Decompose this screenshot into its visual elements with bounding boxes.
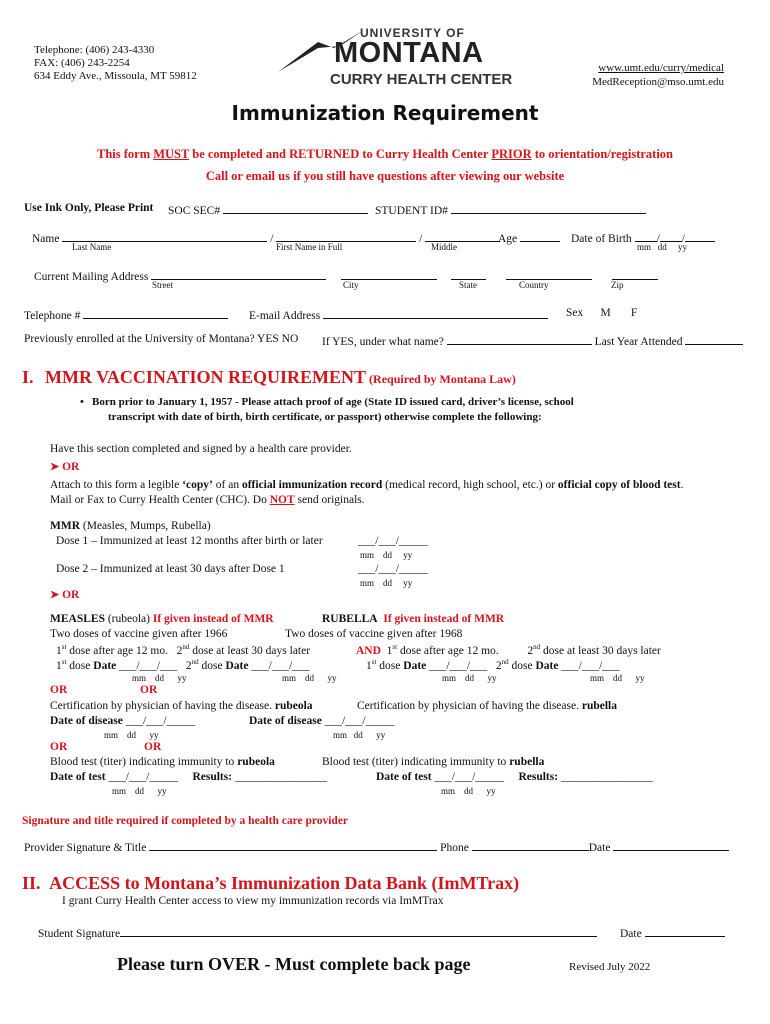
prior-text: PRIOR <box>491 147 532 161</box>
mmr-dose-2: Dose 2 – Immunized at least 30 days after Dose 1 <box>56 563 285 575</box>
city-label: City <box>343 280 359 290</box>
email-address-field[interactable]: E-mail Address <box>249 307 548 322</box>
student-id-field[interactable]: STUDENT ID# <box>375 202 646 217</box>
format-label: mm dd yy <box>132 673 187 683</box>
or-label: OR <box>144 741 162 753</box>
or-label: OR <box>50 741 68 753</box>
format-label: mm dd yy <box>104 730 159 740</box>
mmr-dose-1: Dose 1 – Immunized at least 12 months after birth or later <box>56 535 323 547</box>
rubella-two-doses: Two doses of vaccine given after 1968 <box>285 628 463 640</box>
previously-enrolled-question[interactable]: Previously enrolled at the University of Montana? YES NO <box>24 333 299 345</box>
logo-curry-health-center: CURRY HEALTH CENTER <box>330 71 513 88</box>
provider-signature-note: Signature and title required if completed by a health care provider <box>22 815 349 827</box>
telephone-field[interactable]: Telephone # <box>24 307 228 322</box>
turn-over-notice: Please turn OVER - Must complete back page <box>117 954 471 974</box>
logo-montana: MONTANA <box>334 37 484 69</box>
attach-record-text: Attach to this form a legible ‘copy’ of an official immunization record (medical record, high school, etc.) or official copy of blood test. Mail or Fax to Curry Health Center (CHC). Do NOT send originals. <box>50 479 684 506</box>
measles-dose-rules: 1st dose after age 12 mo. 2nd dose at least 30 days later <box>56 643 311 657</box>
middle-label: Middle <box>431 242 457 252</box>
mmr-dose-1-format: mm dd yy <box>360 550 413 560</box>
logo-university-of: UNIVERSITY OF <box>360 26 465 40</box>
format-label: mm dd yy <box>441 786 496 796</box>
rubeola-certification: Certification by physician of having the disease. rubeola <box>50 700 313 712</box>
mmr-dose-2-format: mm dd yy <box>360 578 413 588</box>
sex-field[interactable]: Sex M F <box>566 307 638 319</box>
rubella-titer: Blood test (titer) indicating immunity to rubella <box>322 756 545 768</box>
mmr-dose-2-date[interactable]: ___/___/_____ <box>358 563 428 575</box>
format-label: mm dd yy <box>333 730 386 740</box>
contact-info <box>34 44 197 83</box>
country-label: Country <box>519 280 549 290</box>
street-label: Street <box>152 280 173 290</box>
measles-dose-dates[interactable]: 1st dose Date ___/___/___ 2nd dose Date ___/___/___ <box>56 658 310 672</box>
mmr-dose-1-date[interactable]: ___/___/_____ <box>358 535 428 547</box>
page-title: Immunization Requirement <box>231 101 539 125</box>
rubella-certification: Certification by physician of having the disease. rubella <box>357 700 617 712</box>
email-link[interactable]: MedReception@mso.umt.edu <box>592 76 724 88</box>
rubeola-test-fields[interactable]: Date of test ___/___/_____ Results: ________________ <box>50 771 327 783</box>
age-field[interactable]: Age <box>498 230 560 245</box>
website-link[interactable]: www.umt.edu/curry/medical <box>598 62 724 74</box>
rubella-heading: RUBELLA If given instead of MMR <box>322 613 505 625</box>
rubeola-titer: Blood test (titer) indicating immunity to rubeola <box>50 756 275 768</box>
previous-name-field[interactable]: If YES, under what name? Last Year Attended <box>322 333 743 348</box>
section-1-heading: I. MMR VACCINATION REQUIREMENT (Required by Montana Law) <box>22 367 516 387</box>
rubella-disease-date[interactable]: Date of disease ___/___/_____ <box>249 715 395 727</box>
soc-sec-field[interactable]: SOC SEC# <box>168 202 368 217</box>
format-label: mm dd yy <box>442 673 497 683</box>
format-label: mm dd yy <box>282 673 337 683</box>
revision-date: Revised July 2022 <box>569 961 651 973</box>
zip-label: Zip <box>611 280 624 290</box>
notice-line-1: This form MUST be completed and RETURNED to Curry Health Center PRIOR to orientation/registration <box>96 147 674 161</box>
telephone-text: Telephone: (406) 243-4330 <box>34 44 155 56</box>
first-name-label: First Name in Full <box>276 242 343 252</box>
immtrax-consent-text: I grant Curry Health Center access to view my immunization records via ImMTrax <box>62 895 444 907</box>
mmr-heading: MMR (Measles, Mumps, Rubella) <box>50 520 211 532</box>
or-option-2: ➤ OR <box>50 589 80 601</box>
rubella-dose-dates[interactable]: 1st dose Date ___/___/___ 2nd dose Date ___/___/___ <box>366 658 620 672</box>
rubella-dose-rules: AND 1st dose after age 12 mo. 2nd dose at least 30 days later <box>356 643 661 657</box>
must-text: MUST <box>153 147 190 161</box>
date-of-birth-field[interactable]: Date of Birth / / <box>571 230 715 245</box>
notice-line-2: Call or email us if you still have questions after viewing our website <box>205 169 565 183</box>
web-contact <box>592 61 724 89</box>
format-label: mm dd yy <box>590 673 645 683</box>
or-label: OR <box>140 684 158 696</box>
rubeola-disease-date[interactable]: Date of disease ___/___/_____ <box>50 715 196 727</box>
or-option-1: ➤ OR <box>50 461 80 473</box>
measles-two-doses: Two doses of vaccine given after 1966 <box>50 628 228 640</box>
student-signature-field[interactable]: Student Signature <box>38 925 597 940</box>
last-name-label: Last Name <box>72 242 112 252</box>
provider-signature-field[interactable]: Provider Signature & Title Phone Date <box>24 839 729 854</box>
pre-1957-bullet: • Born prior to January 1, 1957 - Please attach proof of age (State ID issued card, driver’s license, school transcript with date of birth, birth certificate, or passport) otherwise complete the following: <box>80 396 574 423</box>
sex-m-option[interactable]: M <box>600 307 611 319</box>
provider-completion-text: Have this section completed and signed by a health care provider. <box>50 443 352 455</box>
measles-heading: MEASLES (rubeola) If given instead of MMR <box>50 613 274 625</box>
not-text: NOT <box>269 494 295 506</box>
university-logo <box>278 26 513 92</box>
address-text: 634 Eddy Ave., Missoula, MT 59812 <box>34 70 197 82</box>
format-label: mm dd yy <box>112 786 167 796</box>
fax-text: FAX: (406) 243-2254 <box>34 57 130 69</box>
name-field[interactable]: Name / / <box>32 230 500 245</box>
mailing-address-field[interactable]: Current Mailing Address <box>34 268 658 283</box>
student-date-field[interactable]: Date <box>620 925 725 940</box>
or-label: OR <box>50 684 68 696</box>
state-label: State <box>459 280 477 290</box>
section-2-heading: II. ACCESS to Montana’s Immunization Data Bank (ImMTrax) <box>22 873 520 893</box>
sex-f-option[interactable]: F <box>630 307 638 319</box>
rubella-test-fields[interactable]: Date of test ___/___/_____ Results: ________________ <box>376 771 653 783</box>
ink-instruction: Use Ink Only, Please Print <box>24 202 154 214</box>
dob-format-label: mm dd yy <box>637 242 688 252</box>
